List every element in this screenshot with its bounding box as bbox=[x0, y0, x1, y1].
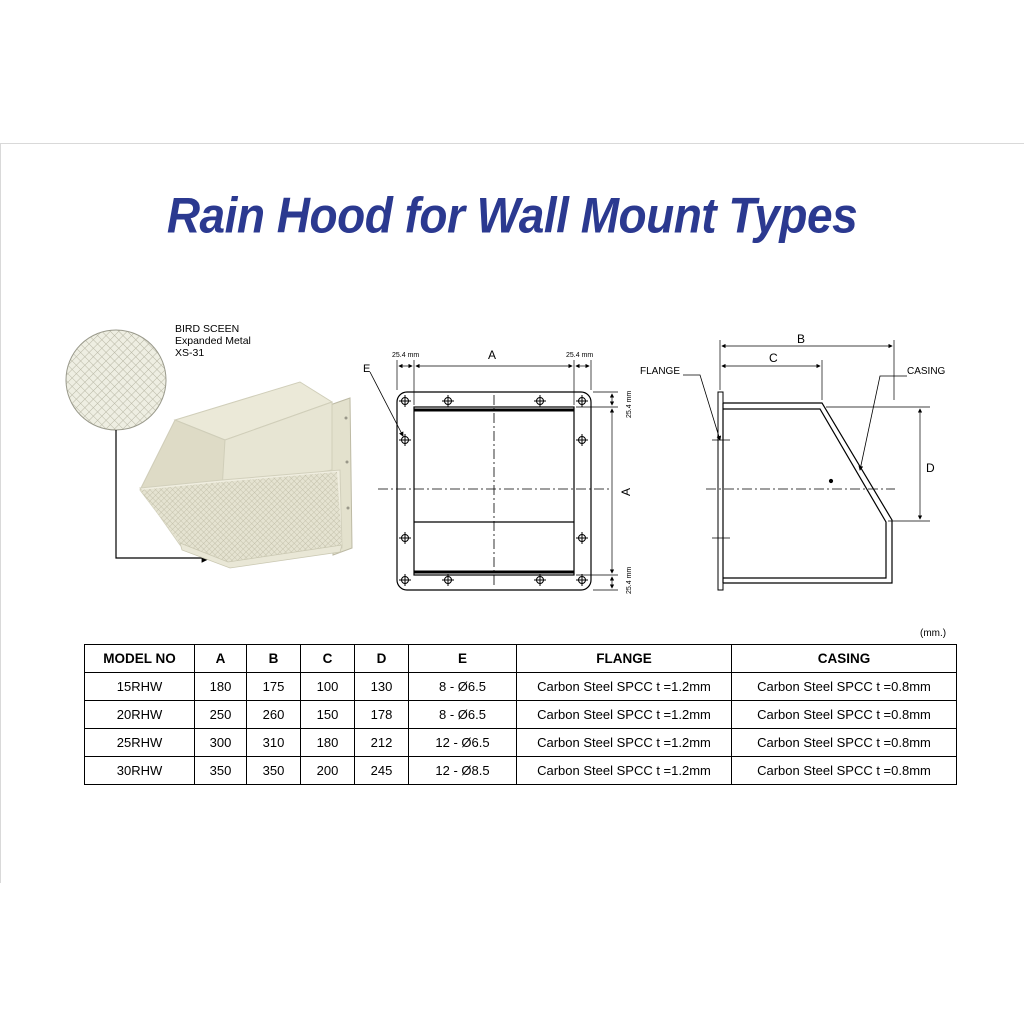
table-header-row bbox=[85, 645, 957, 673]
cell-d: 212 bbox=[355, 729, 409, 757]
header-a: A bbox=[195, 645, 247, 673]
bolt-holes bbox=[399, 395, 588, 586]
bird-screen-material: Expanded Metal bbox=[175, 335, 251, 347]
cell-flange: Carbon Steel SPCC t =1.2mm bbox=[517, 701, 732, 729]
cell-c: 180 bbox=[301, 729, 355, 757]
cell-flange: Carbon Steel SPCC t =1.2mm bbox=[517, 729, 732, 757]
dim-flange-bottom-label: 25.4 mm bbox=[626, 566, 633, 594]
cell-model: 25RHW bbox=[85, 729, 195, 757]
cell-flange: Carbon Steel SPCC t =1.2mm bbox=[517, 757, 732, 785]
dim-b-label: B bbox=[797, 332, 806, 346]
cell-c: 100 bbox=[301, 673, 355, 701]
cell-casing: Carbon Steel SPCC t =0.8mm bbox=[732, 701, 957, 729]
header-c: C bbox=[301, 645, 355, 673]
cell-model: 20RHW bbox=[85, 701, 195, 729]
header-b: B bbox=[247, 645, 301, 673]
dim-c-label: C bbox=[769, 351, 778, 365]
cell-flange: Carbon Steel SPCC t =1.2mm bbox=[517, 673, 732, 701]
dim-flange-left-label: 25.4 mm bbox=[392, 352, 420, 359]
cell-casing: Carbon Steel SPCC t =0.8mm bbox=[732, 757, 957, 785]
cell-d: 178 bbox=[355, 701, 409, 729]
cell-e: 12 - Ø8.5 bbox=[409, 757, 517, 785]
table-row bbox=[85, 729, 957, 757]
front-view-drawing bbox=[370, 360, 618, 590]
side-view-drawing bbox=[683, 340, 930, 590]
cell-c: 150 bbox=[301, 701, 355, 729]
cell-c: 200 bbox=[301, 757, 355, 785]
casing-label: CASING bbox=[907, 366, 946, 377]
rain-hood-illustration bbox=[66, 330, 352, 568]
table-row bbox=[85, 673, 957, 701]
dim-a-top-label: A bbox=[488, 348, 497, 362]
header-e: E bbox=[409, 645, 517, 673]
cell-d: 130 bbox=[355, 673, 409, 701]
cell-casing: Carbon Steel SPCC t =0.8mm bbox=[732, 673, 957, 701]
cell-b: 310 bbox=[247, 729, 301, 757]
cell-b: 350 bbox=[247, 757, 301, 785]
table-row bbox=[85, 757, 957, 785]
header-casing: CASING bbox=[732, 645, 957, 673]
table-row bbox=[85, 701, 957, 729]
spec-table bbox=[84, 644, 957, 785]
dim-d-label: D bbox=[926, 461, 935, 475]
cell-casing: Carbon Steel SPCC t =0.8mm bbox=[732, 729, 957, 757]
dim-e-label: E bbox=[363, 363, 371, 375]
bird-screen-name: BIRD SCEEN bbox=[175, 323, 240, 335]
cell-a: 180 bbox=[195, 673, 247, 701]
cell-d: 245 bbox=[355, 757, 409, 785]
mesh-detail-circle bbox=[66, 330, 166, 430]
cell-e: 8 - Ø6.5 bbox=[409, 701, 517, 729]
flange-label: FLANGE bbox=[640, 366, 681, 377]
cell-model: 30RHW bbox=[85, 757, 195, 785]
dim-flange-top-label: 25.4 mm bbox=[626, 390, 633, 418]
page-title: Rain Hood for Wall Mount Types bbox=[166, 186, 858, 244]
dim-a-side-label: A bbox=[619, 487, 633, 496]
cell-model: 15RHW bbox=[85, 673, 195, 701]
header-flange: FLANGE bbox=[517, 645, 732, 673]
cell-b: 175 bbox=[247, 673, 301, 701]
header-d: D bbox=[355, 645, 409, 673]
cell-a: 300 bbox=[195, 729, 247, 757]
cell-a: 350 bbox=[195, 757, 247, 785]
cell-e: 8 - Ø6.5 bbox=[409, 673, 517, 701]
header-model: MODEL NO bbox=[85, 645, 195, 673]
cell-b: 260 bbox=[247, 701, 301, 729]
cell-e: 12 - Ø6.5 bbox=[409, 729, 517, 757]
cell-a: 250 bbox=[195, 701, 247, 729]
unit-note: (mm.) bbox=[920, 628, 947, 639]
front-view-labels bbox=[363, 348, 633, 594]
dim-flange-right-label: 25.4 mm bbox=[566, 352, 594, 359]
bird-screen-code: XS-31 bbox=[175, 347, 205, 359]
